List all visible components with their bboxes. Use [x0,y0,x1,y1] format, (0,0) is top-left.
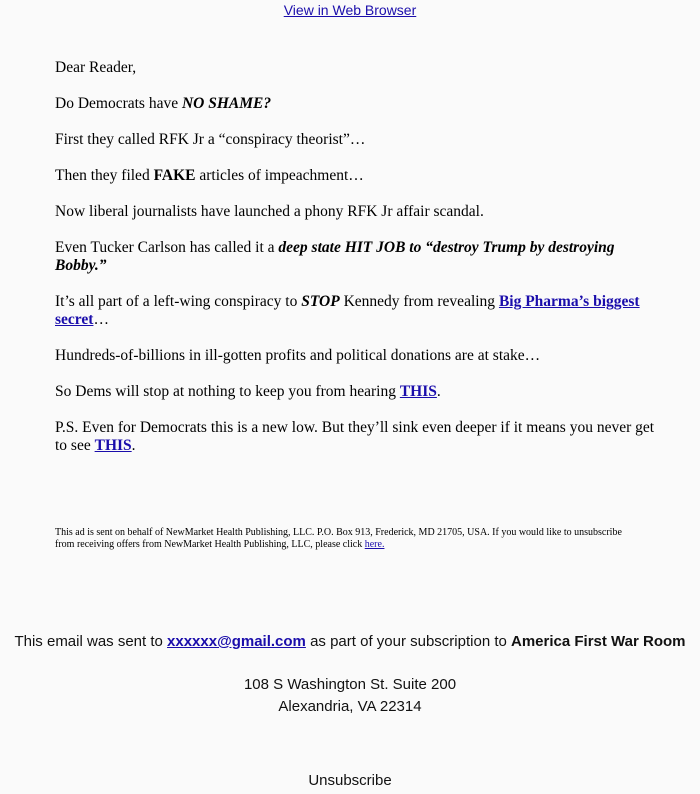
unsubscribe-link[interactable]: Unsubscribe [308,772,392,789]
postal-address [0,674,700,718]
hit-job-emphasis: deep state HIT JOB to “destroy Trump by destroying Bobby.” [55,239,615,274]
paragraph-4: Now liberal journalists have launched a phony RFK Jr affair scandal. [55,203,484,220]
address-line-1: 108 S Washington St. Suite 200 [243,676,457,693]
this-link-2[interactable]: THIS [94,437,132,454]
subscription-notice: This email was sent to xxxxxx@gmail.com as part of your subscription to America First War Room [14,633,686,650]
paragraph-5: Even Tucker Carlson has called it a deep state HIT JOB to “destroy Trump by destroying Bobby.” [55,239,615,274]
recipient-email-link[interactable]: xxxxxx@gmail.com [167,633,306,650]
greeting: Dear Reader, [55,59,137,76]
this-link-1[interactable]: THIS [399,383,437,400]
stop-emphasis: STOP [301,293,340,310]
disclaimer-unsubscribe-link[interactable]: here. [364,539,385,550]
paragraph-ps: P.S. Even for Democrats this is a new low. But they’ll sink even deeper if it means you never get to see THIS. [55,419,655,454]
paragraph-1: Do Democrats have NO SHAME? [55,95,272,112]
big-pharma-link[interactable]: Big Pharma’s biggest secret [55,293,640,328]
letter-body [55,59,655,473]
view-in-browser-bar [0,2,700,18]
view-in-browser-link[interactable]: View in Web Browser [283,2,417,18]
brand-name: America First War Room [511,633,686,650]
fake-emphasis: FAKE [153,167,196,184]
paragraph-2: First they called RFK Jr a “conspiracy theorist”… [55,131,366,148]
paragraph-7: Hundreds-of-billions in ill-gotten profits and political donations are at stake… [55,347,541,364]
address-line-2: Alexandria, VA 22314 [278,698,422,715]
paragraph-3: Then they filed FAKE articles of impeachment… [55,167,364,184]
disclaimer: This ad is sent on behalf of NewMarket Health Publishing, LLC. P.O. Box 913, Frederick, MD 21705, USA. If you would like to unsubscribe from receiving offers from NewMarket Health Publishing, LLC, please click here. [55,527,622,550]
no-shame-emphasis: NO SHAME? [181,95,272,112]
footer-unsubscribe[interactable] [0,772,700,789]
paragraph-8: So Dems will stop at nothing to keep you from hearing THIS. [55,383,441,400]
paragraph-6: It’s all part of a left-wing conspiracy to STOP Kennedy from revealing Big Pharma’s biggest secret… [55,293,640,328]
